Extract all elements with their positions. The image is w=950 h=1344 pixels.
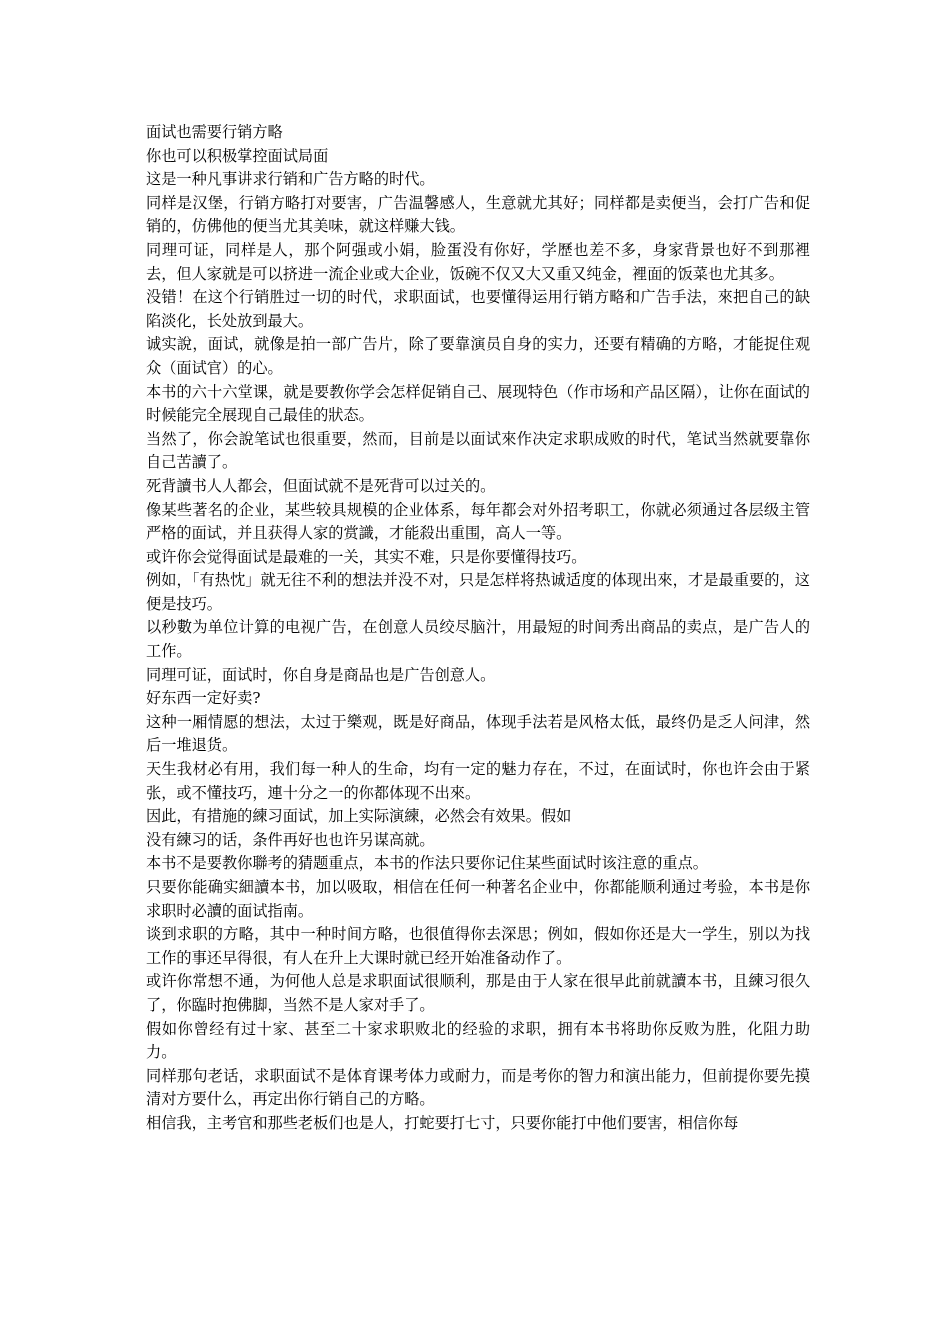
document-subtitle: 你也可以积极掌控面试局面 <box>146 146 329 165</box>
paragraph: 本书的六十六堂课，就是要教你学会怎样促销自己、展现特色（作市场和产品区隔），让你在面试的时候能完全展现自己最佳的狀态。 <box>146 382 810 425</box>
paragraph: 诚实說，面试，就像是拍一部广告片，除了要靠演员自身的实力，还要有精确的方略，才能捉住观众（面试官）的心。 <box>146 335 810 377</box>
paragraph: 或许你常想不通，为何他人总是求职面试很顺利，那是由于人家在很早此前就讀本书，且練习很久了，你臨时抱佛脚，当然不是人家对手了。 <box>146 972 810 1014</box>
paragraph: 因此，有措施的練习面试，加上实际演練，必然会有效果。假如 <box>146 807 572 826</box>
paragraph: 当然了，你会說笔试也很重要，然而，目前是以面试來作决定求职成败的时代，笔试当然就要靠你自己苦讀了。 <box>146 429 810 472</box>
paragraph: 没错！在这个行销胜过一切的时代，求职面试，也要懂得运用行销方略和广告手法，來把自己的缺陷淡化，长处放到最大。 <box>146 288 810 330</box>
paragraph: 相信我，主考官和那些老板们也是人，打蛇要打七寸，只要你能打中他们要害，相信你每 <box>146 1113 739 1132</box>
document-page <box>146 121 810 1136</box>
paragraph: 只要你能确实細讀本书，加以吸取，相信在任何一种著名企业中，你都能顺利通过考验，本书是你求职时必讀的面试指南。 <box>146 878 810 920</box>
paragraph: 这种一厢情愿的想法，太过于樂观，既是好商品，体现手法若是风格太低，最终仍是乏人问津，然后一堆退货。 <box>146 712 810 755</box>
paragraph: 这是一种凡事讲求行销和广告方略的时代。 <box>146 170 435 189</box>
paragraph: 谈到求职的方略，其中一种时间方略，也很值得你去深思；例如，假如你还是大一学生，别以为找工作的事还早得很，有人在升上大课时就已经开始准备动作了。 <box>146 925 810 967</box>
paragraph: 好东西一定好卖? <box>146 689 261 708</box>
paragraph: 或许你会觉得面试是最难的一关，其实不难，只是你要懂得技巧。 <box>146 547 587 566</box>
paragraph: 像某些著名的企业，某些较具规模的企业体系，每年都会对外招考职工，你就必须通过各层级主管严格的面试，并且获得人家的赏識，才能殺出重围，高人一等。 <box>146 500 810 543</box>
paragraph: 同样是汉堡，行销方略打对要害，广告温馨感人，生意就尤其好；同样都是卖便当，会打广告和促销的，仿佛他的便当尤其美味，就这样赚大钱。 <box>146 193 810 236</box>
paragraph: 以秒數为单位计算的电视广告，在创意人员绞尽脑汁，用最短的时间秀出商品的卖点，是广告人的工作。 <box>146 618 810 661</box>
paragraph: 没有練习的话，条件再好也也许另谋高就。 <box>146 830 435 849</box>
paragraph: 同理可证，同样是人，那个阿强或小娟，脸蛋没有你好，学歷也差不多，身家背景也好不到那裡去，但人家就是可以挤进一流企业或大企业，饭碗不仅又大又重又纯金，裡面的饭菜也尤其多。 <box>146 240 810 283</box>
document-title: 面试也需要行销方略 <box>146 123 283 141</box>
paragraph: 假如你曾经有过十家、甚至二十家求职败北的经验的求职，拥有本书将助你反败为胜，化阻力助力。 <box>146 1019 810 1062</box>
paragraph: 天生我材必有用，我们每一种人的生命，均有一定的魅力存在，不过，在面试时，你也许会由于紧张，或不懂技巧，連十分之一的你都体现不出來。 <box>146 760 810 802</box>
paragraph: 例如，「有热忱」就无往不利的想法并没不对，只是怎样将热诚适度的体现出來，才是最重要的，这便是技巧。 <box>146 571 810 613</box>
paragraph: 死背讀书人人都会，但面试就不是死背可以过关的。 <box>146 476 496 495</box>
paragraph: 本书不是要教你聯考的猜题重点，本书的作法只要你记住某些面试时该注意的重点。 <box>146 854 708 873</box>
paragraph: 同样那句老话，求职面试不是体育课考体力或耐力，而是考你的智力和演出能力，但前提你要先摸清对方要什么，再定出你行销自己的方略。 <box>146 1066 810 1109</box>
paragraph: 同理可证，面试时，你自身是商品也是广告创意人。 <box>146 665 496 684</box>
